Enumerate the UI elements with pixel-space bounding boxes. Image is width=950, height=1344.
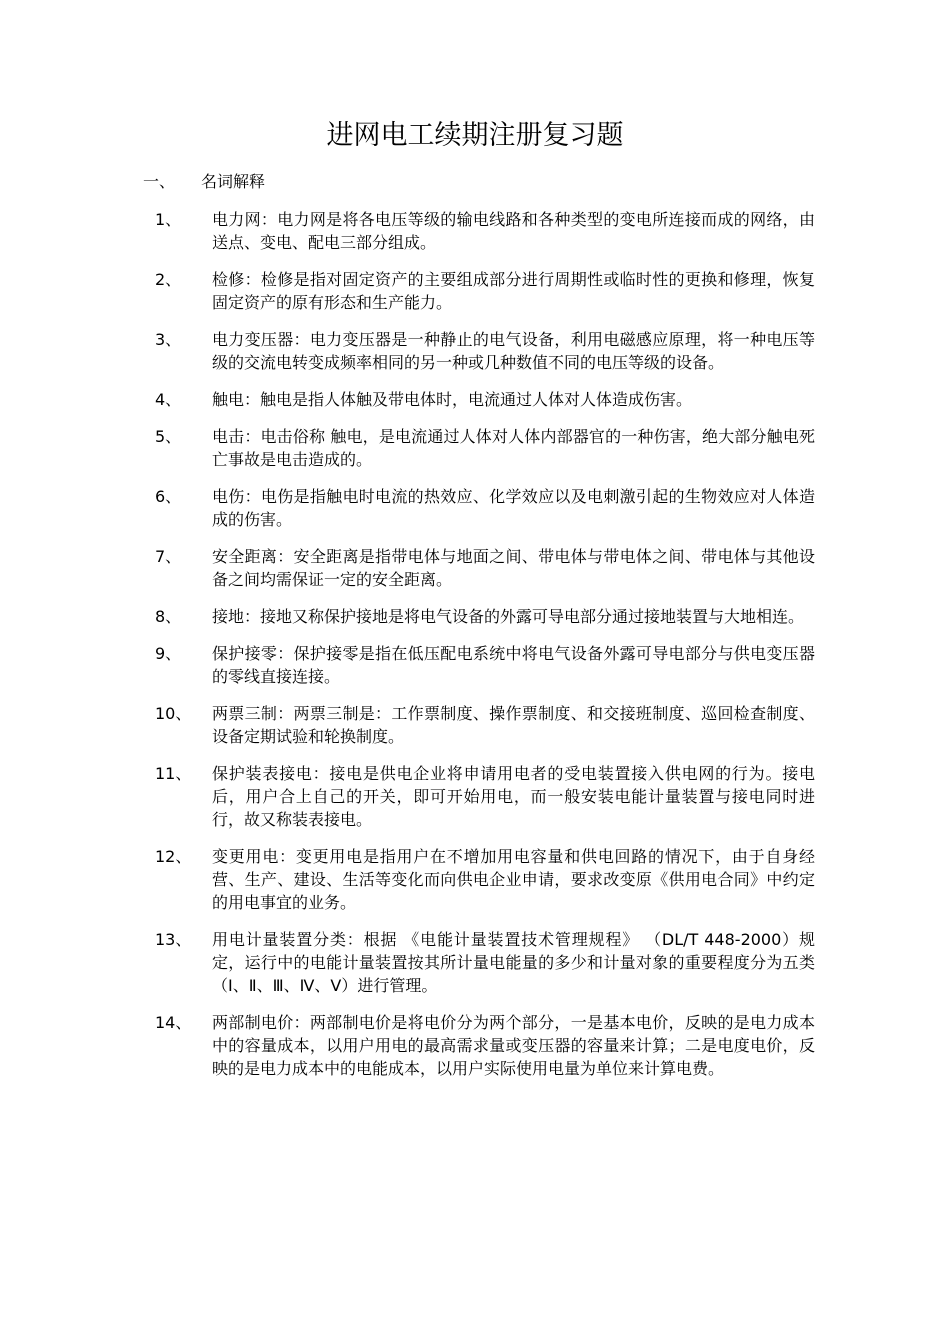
section-heading (143, 170, 265, 194)
list-item (155, 762, 815, 831)
item-definition: 两部制电价：两部制电价是将电价分为两个部分，一是基本电价，反映的是电力成本中的容量成本，以用户用电的最高需求量或变压器的容量来计算；二是电度电价，反映的是电力成本中的电能成本，以用户实际使用电量为单位来计算电费。 (212, 1013, 815, 1078)
item-number: 9、 (155, 644, 182, 663)
item-definition: 接地：接地又称保护接地是将电气设备的外露可导电部分通过接地装置与大地相连。 (212, 607, 805, 626)
definition-list (155, 208, 815, 1094)
section-number: 一、 (143, 172, 176, 191)
list-item (155, 545, 815, 591)
list-item (155, 268, 815, 314)
section-title: 名词解释 (201, 172, 266, 191)
item-definition: 检修：检修是指对固定资产的主要组成部分进行周期性或临时性的更换和修理，恢复固定资产的原有形态和生产能力。 (212, 270, 815, 312)
list-item (155, 605, 815, 628)
list-item (155, 642, 815, 688)
item-number: 2、 (155, 270, 182, 289)
list-item (155, 845, 815, 914)
list-item (155, 1011, 815, 1080)
item-number: 8、 (155, 607, 182, 626)
item-number: 10、 (155, 704, 192, 723)
item-number: 12、 (155, 847, 192, 866)
item-definition: 电伤：电伤是指触电时电流的热效应、化学效应以及电刺激引起的生物效应对人体造成的伤害。 (212, 487, 815, 529)
item-number: 6、 (155, 487, 182, 506)
list-item (155, 328, 815, 374)
list-item (155, 388, 815, 411)
item-definition: 电力网：电力网是将各电压等级的输电线路和各种类型的变电所连接而成的网络，由送点、变电、配电三部分组成。 (212, 210, 815, 252)
item-definition: 保护接零：保护接零是指在低压配电系统中将电气设备外露可导电部分与供电变压器的零线直接连接。 (212, 644, 815, 686)
item-number: 14、 (155, 1013, 192, 1032)
document-title: 进网电工续期注册复习题 (326, 120, 624, 151)
item-number: 3、 (155, 330, 182, 349)
list-item (155, 928, 815, 997)
item-number: 7、 (155, 547, 182, 566)
item-number: 13、 (155, 930, 192, 949)
list-item (155, 425, 815, 471)
item-number: 5、 (155, 427, 182, 446)
item-definition: 电击：电击俗称 触电，是电流通过人体对人体内部器官的一种伤害，绝大部分触电死亡事故是电击造成的。 (212, 427, 815, 469)
item-definition: 电力变压器：电力变压器是一种静止的电气设备，利用电磁感应原理，将一种电压等级的交流电转变成频率相同的另一种或几种数值不同的电压等级的设备。 (212, 330, 815, 372)
list-item (155, 702, 815, 748)
list-item (155, 485, 815, 531)
item-number: 1、 (155, 210, 182, 229)
item-definition: 两票三制：两票三制是：工作票制度、操作票制度、和交接班制度、巡回检查制度、设备定期试验和轮换制度。 (212, 704, 815, 746)
item-definition: 保护装表接电：接电是供电企业将申请用电者的受电装置接入供电网的行为。接电后，用户合上自己的开关，即可开始用电，而一般安装电能计量装置与接电同时进行，故又称装表接电。 (212, 764, 815, 829)
item-number: 4、 (155, 390, 182, 409)
item-definition: 安全距离：安全距离是指带电体与地面之间、带电体与带电体之间、带电体与其他设备之间均需保证一定的安全距离。 (212, 547, 815, 589)
item-definition: 变更用电：变更用电是指用户在不增加用电容量和供电回路的情况下，由于自身经营、生产、建设、生活等变化而向供电企业申请，要求改变原《供用电合同》中约定的用电事宜的业务。 (212, 847, 815, 912)
item-definition: 用电计量装置分类：根据 《电能计量装置技术管理规程》 （DL/T 448-2000）规定，运行中的电能计量装置按其所计量电能量的多少和计量对象的重要程度分为五类（Ⅰ、Ⅱ、Ⅲ、Ⅳ、Ⅴ）进行管理。 (212, 930, 815, 995)
item-definition: 触电：触电是指人体触及带电体时，电流通过人体对人体造成伤害。 (212, 390, 693, 409)
list-item (155, 208, 815, 254)
item-number: 11、 (155, 764, 192, 783)
